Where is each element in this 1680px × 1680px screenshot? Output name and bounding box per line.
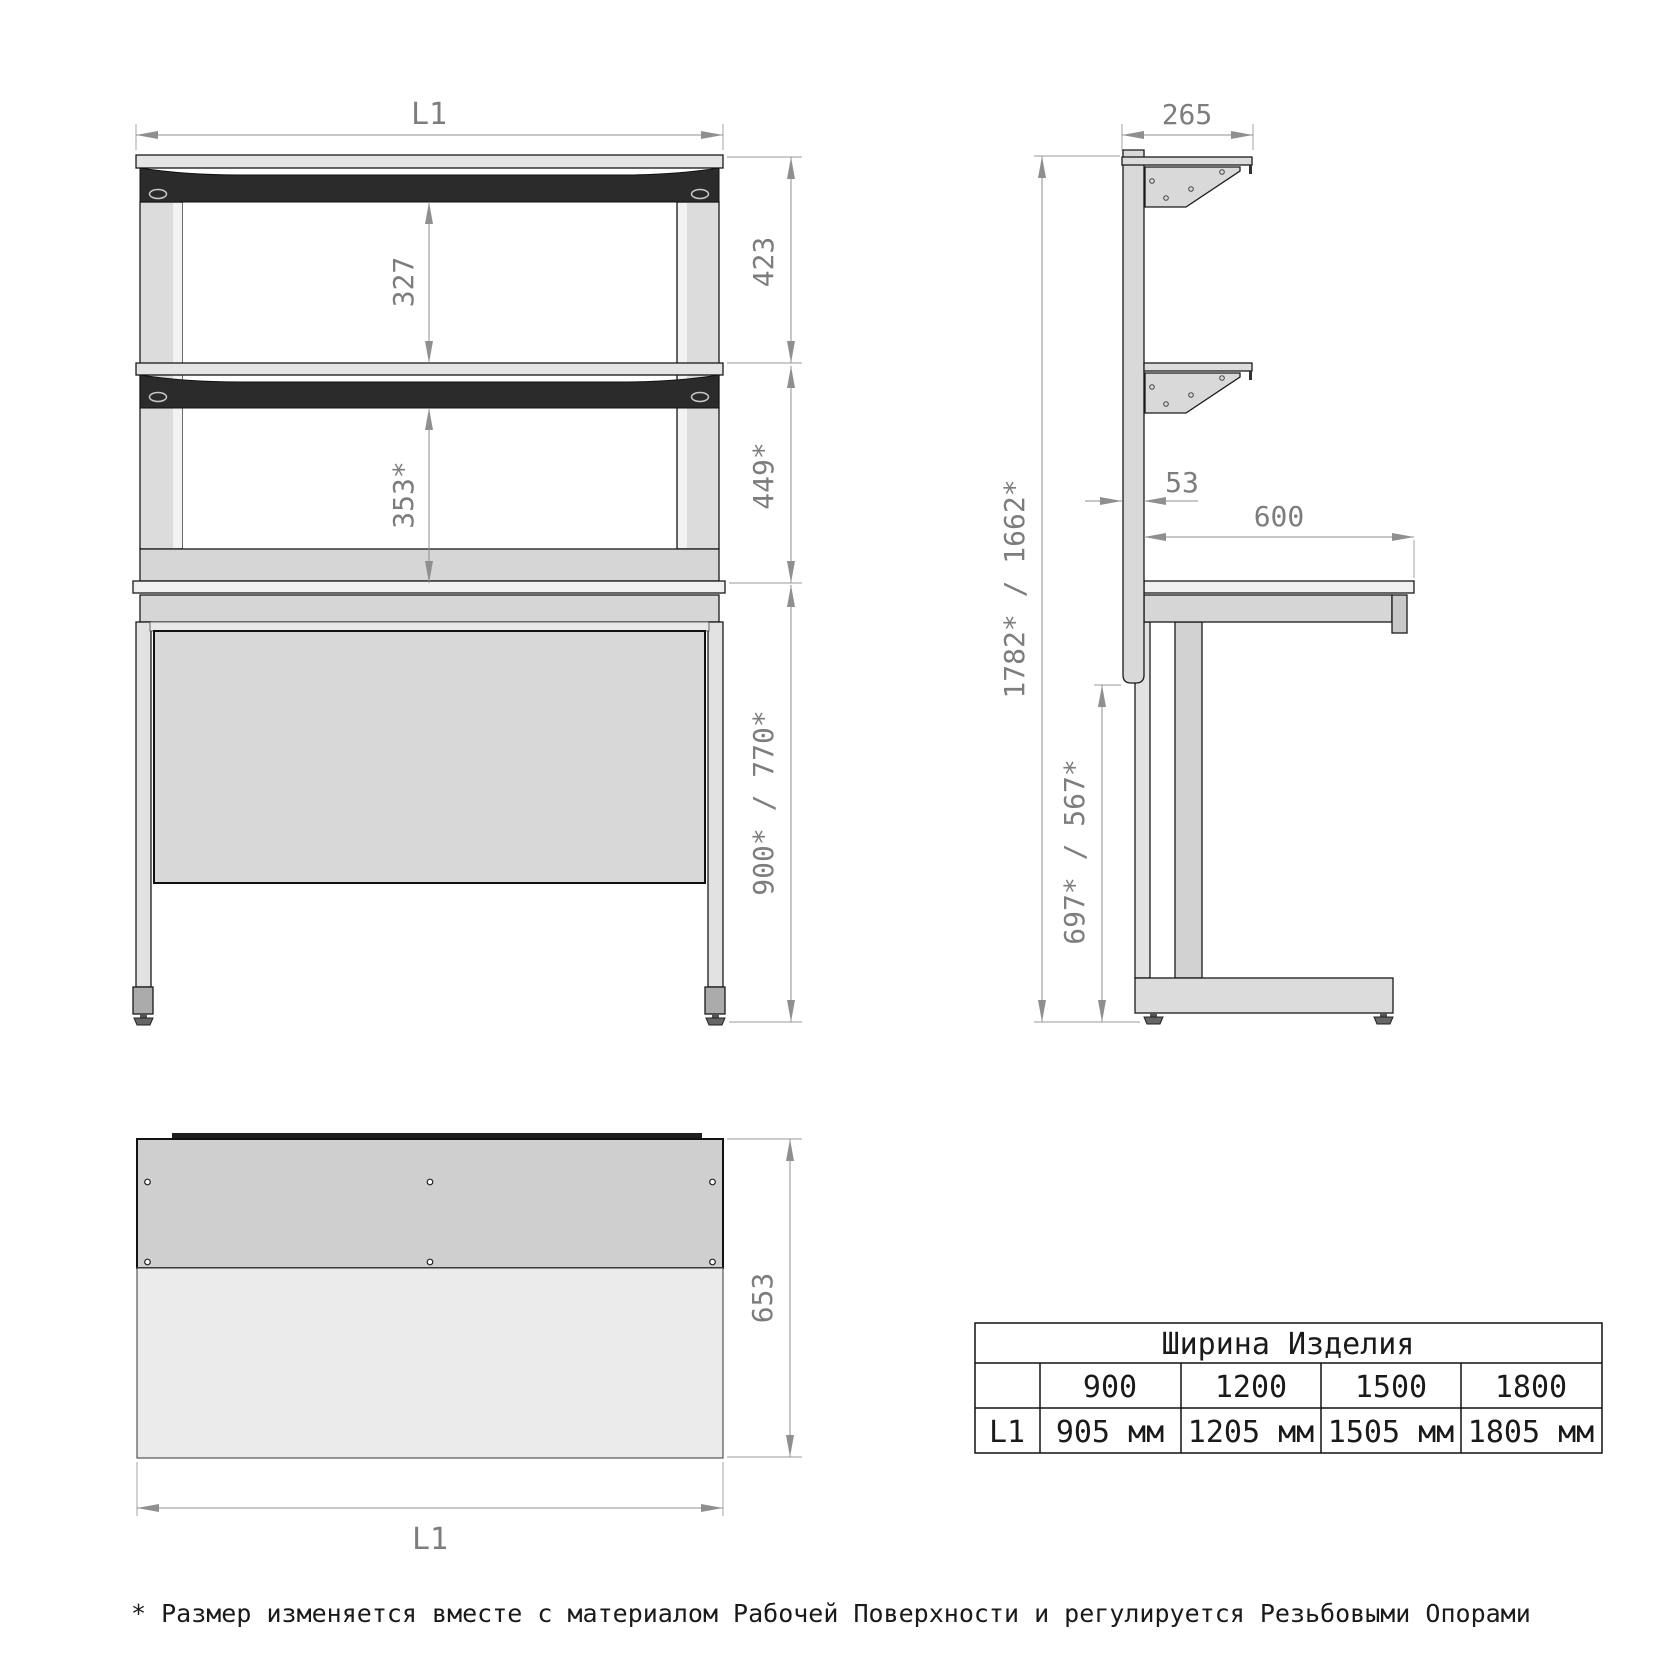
arrowhead: [786, 1435, 794, 1457]
plan-hole: [145, 1259, 151, 1265]
dim-label-shelf-depth: 265: [1161, 98, 1213, 131]
plan-hole: [427, 1179, 433, 1185]
arrowhead: [425, 202, 433, 224]
shelf-front-bar-2: [140, 375, 719, 408]
table-header: Ширина Изделия: [1161, 1327, 1415, 1362]
dim-label-overall-height: 1782* / 1662*: [998, 479, 1031, 699]
front-view: [133, 97, 802, 1025]
back-panel-front: [154, 631, 705, 883]
plan-hole: [710, 1259, 716, 1265]
worktop-side: [1144, 581, 1414, 593]
table-val-905: 905 мм: [1055, 1415, 1165, 1450]
dim-label-table-height: 900* / 770*: [747, 710, 780, 896]
plan-view: [137, 1133, 802, 1557]
worktop-apron-side: [1144, 595, 1392, 622]
shelf-board-1-side: [1122, 157, 1252, 165]
arrowhead: [1038, 1000, 1046, 1022]
arrowhead: [787, 157, 795, 179]
worktop-apron-front: [140, 595, 719, 622]
adjuster-stem-left: [140, 1014, 147, 1018]
arrowhead: [787, 585, 795, 607]
arrowhead: [1098, 1000, 1106, 1022]
table-leg-right: [708, 622, 723, 987]
dim-label-width-bottom: L1: [411, 1522, 449, 1557]
adjuster-stem: [1380, 1013, 1387, 1017]
arrowhead: [786, 1139, 794, 1161]
plan-worktop: [137, 1268, 723, 1458]
shelf-board-2-side: [1144, 363, 1252, 371]
adjuster-stem: [1150, 1013, 1157, 1017]
arrowhead: [425, 341, 433, 363]
arrowhead: [1098, 685, 1106, 707]
threaded-foot-side-left: [1144, 1017, 1163, 1024]
side-view: [998, 98, 1414, 1024]
arrowhead: [425, 408, 433, 430]
footnote: [131, 1599, 1531, 1628]
dim-label-width-top: L1: [410, 97, 448, 132]
adjuster-stem-right: [712, 1014, 719, 1018]
bar1-hole-right: [692, 190, 709, 199]
shelf-1-lip: [1249, 165, 1252, 174]
shelf-top-cap-1: [136, 155, 723, 168]
dim-label-leg-clearance: 697* / 567*: [1058, 759, 1091, 945]
arrowhead: [1100, 497, 1122, 505]
dim-label-upper-section: 423: [747, 236, 780, 288]
arrowhead: [787, 561, 795, 583]
c-frame-foot-beam: [1135, 978, 1393, 1013]
threaded-foot-side-right: [1374, 1017, 1393, 1024]
shelf-2-lip: [1249, 371, 1252, 380]
arrowhead: [1392, 533, 1414, 541]
shelf-top-cap-2: [136, 363, 723, 375]
dim-label-lower-section: 449*: [747, 442, 780, 510]
table-val-1805: 1805 мм: [1467, 1415, 1595, 1450]
bar2-hole-left: [150, 393, 167, 402]
arrowhead: [1144, 533, 1166, 541]
footnote-text: * Размер изменяется вместе с материалом Рабочей Поверхности и регулируется Резьбовыми Опорами: [131, 1599, 1531, 1628]
table-col-1200: 1200: [1214, 1370, 1288, 1405]
bar2-hole-right: [692, 393, 709, 402]
table-col-1500: 1500: [1354, 1370, 1428, 1405]
threaded-foot-left: [134, 1018, 153, 1025]
dim-label-shelf-clear-1: 327: [387, 256, 420, 308]
table-val-1205: 1205 мм: [1187, 1415, 1315, 1450]
arrowhead: [787, 341, 795, 363]
dim-label-upright-depth: 53: [1165, 466, 1199, 499]
leg-foot-segment-right: [705, 987, 725, 1014]
arrowhead: [1144, 497, 1166, 505]
plan-hole: [710, 1179, 716, 1185]
apron-end-bracket: [1392, 595, 1407, 633]
plan-hole: [427, 1259, 433, 1265]
riser-upright-side: [1123, 150, 1144, 683]
bar1-hole-left: [150, 190, 167, 199]
arrowhead: [136, 131, 158, 139]
plan-back-panel: [137, 1139, 723, 1268]
arrowhead: [701, 131, 723, 139]
shelf-front-bar-1: [140, 168, 719, 202]
table-val-1505: 1505 мм: [1327, 1415, 1455, 1450]
size-table: [975, 1323, 1602, 1453]
under-frame-rail: [150, 622, 709, 631]
side-leg-front: [1175, 622, 1202, 978]
table-col-1800: 1800: [1494, 1370, 1568, 1405]
plan-hole: [145, 1179, 151, 1185]
arrowhead: [787, 1000, 795, 1022]
arrowhead: [787, 366, 795, 388]
threaded-foot-right: [706, 1018, 725, 1025]
table-col-900: 900: [1082, 1370, 1138, 1405]
dim-label-worktop-depth: 600: [1253, 500, 1305, 533]
dim-label-plan-depth: 653: [746, 1272, 779, 1324]
arrowhead: [1038, 156, 1046, 178]
dim-label-shelf-clear-2: 353*: [387, 461, 420, 529]
leg-foot-segment-left: [133, 987, 153, 1014]
arrowhead: [701, 1504, 723, 1512]
table-leg-left: [136, 622, 151, 987]
arrowhead: [137, 1504, 159, 1512]
table-row-header: L1: [988, 1415, 1026, 1450]
arrowhead: [1231, 131, 1253, 139]
arrowhead: [1122, 131, 1144, 139]
